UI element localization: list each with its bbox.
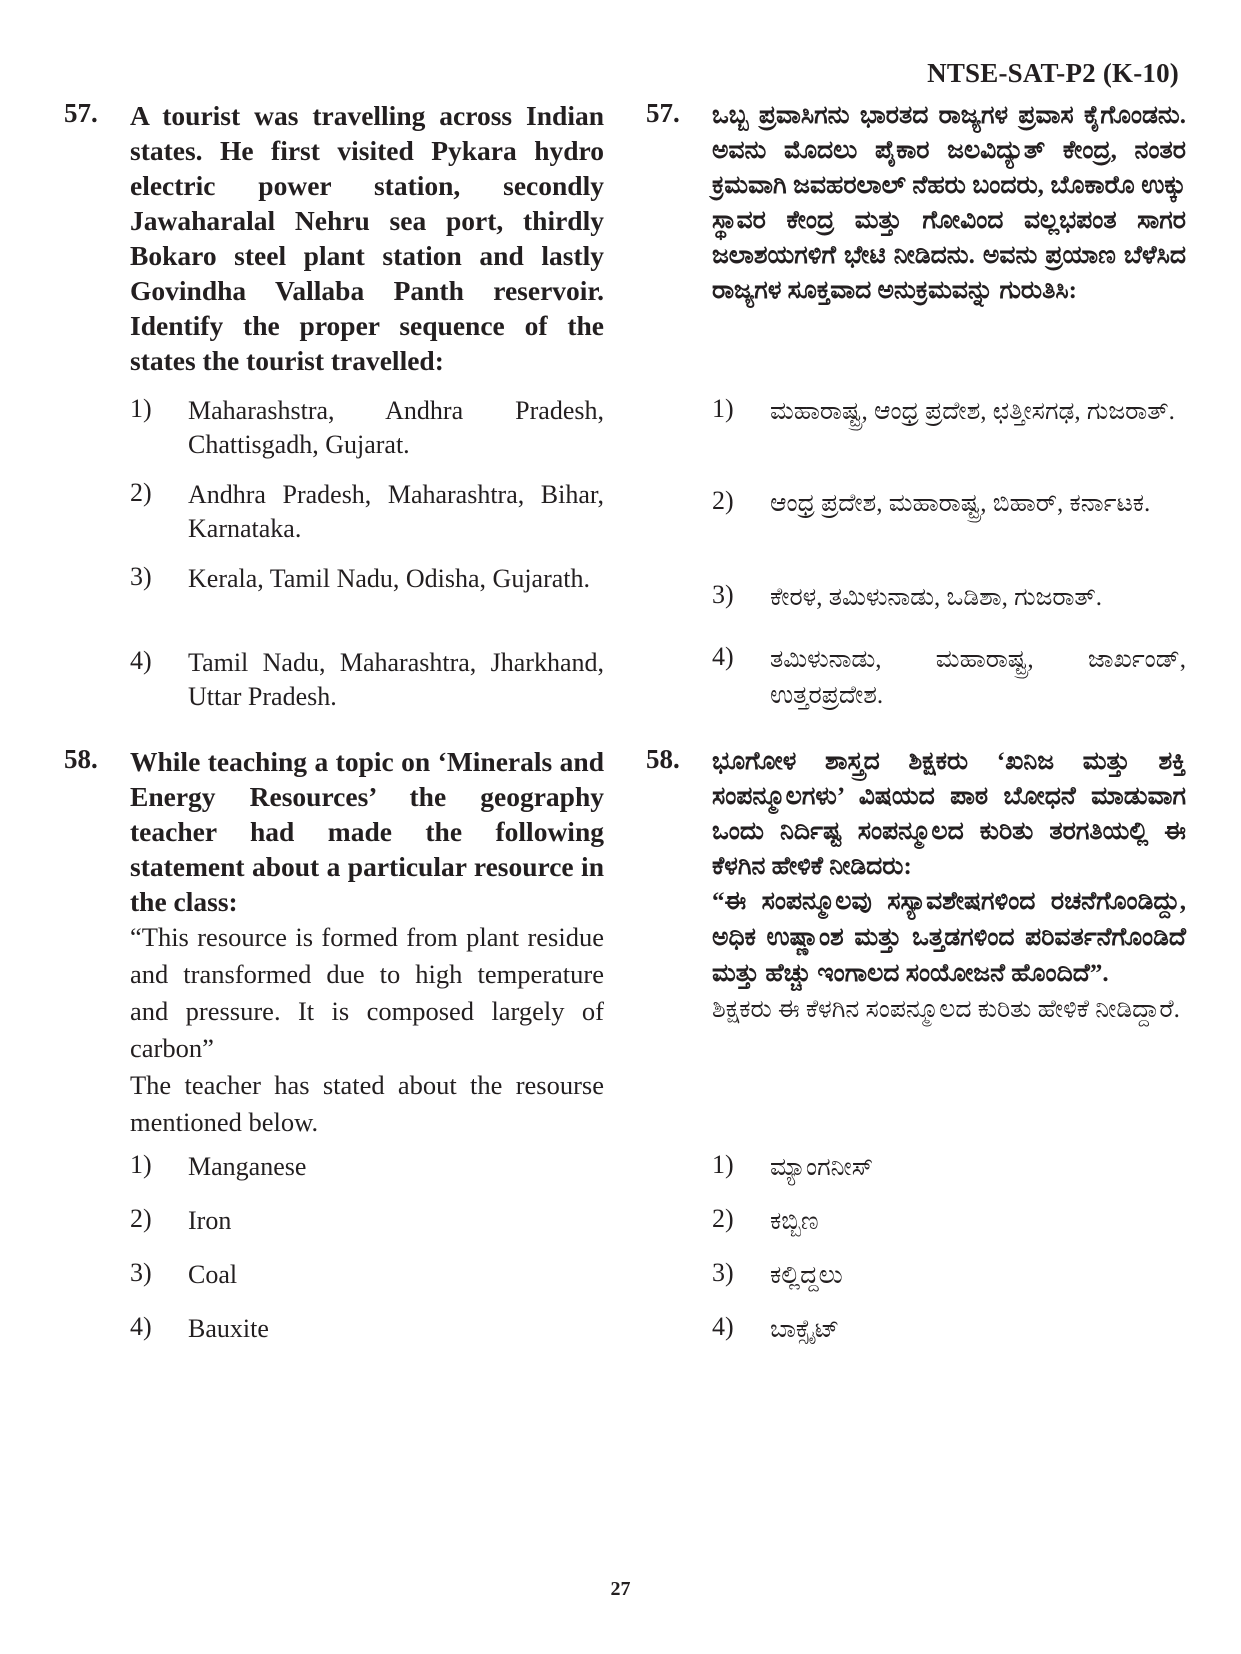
- option-4: [130, 646, 604, 714]
- page-number: 27: [610, 1578, 631, 1600]
- question-text: ಭೂಗೋಳ ಶಾಸ್ತ್ರದ ಶಿಕ್ಷಕರು ‘ಖನಿಜ ಮತ್ತು ಶಕ್ತಿ ಸಂಪನ್ಮೂಲಗಳು’ ವಿಷಯದ ಪಾಠ ಬೋಧನೆ ಮಾಡುವಾಗ ಒಂದು ನಿರ್ದಿಷ್ಟ ಸಂಪನ್ಮೂಲದ ಕುರಿತು ತರಗತಿಯಲ್ಲಿ ಈ ಕೆಳಗಿನ ಹೇಳಿಕೆ ನೀಡಿದರು:: [712, 748, 1186, 880]
- option-text: Tamil Nadu, Maharashtra, Jharkhand, Uttar Pradesh.: [188, 648, 604, 711]
- question-quote: “This resource is formed from plant residue and transformed due to high temperature and pressure. It is composed largely of carbon”: [130, 922, 604, 1063]
- option-text: ಬಾಕ್ಸೈಟ್: [770, 1316, 840, 1343]
- option-4: [712, 642, 1186, 714]
- option-text: Kerala, Tamil Nadu, Odisha, Gujarath.: [188, 564, 591, 593]
- option-number: 1): [130, 394, 152, 423]
- option-number: 1): [712, 1150, 734, 1179]
- option-number: 4): [712, 642, 734, 671]
- option-number: 2): [712, 1204, 734, 1233]
- question-tail: The teacher has stated about the resourse mentioned below.: [130, 1070, 604, 1137]
- question-text: A tourist was travelling across Indian states. He first visited Pykara hydro electric power station, secondly Jawaharalal Nehru sea port, thirdly Bokaro steel plant station and lastly Govindha Vallaba Panth reservoir. Identify the proper sequence of the states the tourist travelled:: [130, 100, 604, 376]
- option-text: ಮ್ಯಾಂಗನೀಸ್: [770, 1154, 874, 1181]
- option-text: Maharashstra, Andhra Pradesh, Chattisgadh, Gujarat.: [188, 396, 604, 459]
- option-text: ಮಹಾರಾಷ್ಟ್ರ, ಆಂಧ್ರ ಪ್ರದೇಶ, ಛತ್ತೀಸಗಢ, ಗುಜರಾತ್.: [770, 398, 1175, 425]
- option-text: Coal: [188, 1260, 238, 1289]
- question-57-english: [64, 98, 604, 378]
- option-text: Iron: [188, 1206, 232, 1235]
- option-number: 3): [712, 1258, 734, 1287]
- question-number: 58.: [64, 744, 98, 774]
- option-text: ಆಂಧ್ರ ಪ್ರದೇಶ, ಮಹಾರಾಷ್ಟ್ರ, ಬಿಹಾರ್, ಕರ್ನಾಟಕ.: [770, 490, 1151, 517]
- option-text: Andhra Pradesh, Maharashtra, Bihar, Karnataka.: [188, 480, 604, 543]
- option-2: [712, 1204, 1186, 1240]
- option-3: [712, 1258, 1186, 1294]
- option-2: [130, 1204, 604, 1238]
- option-text: Manganese: [188, 1152, 307, 1181]
- option-2: [712, 486, 1186, 522]
- question-tail: ಶಿಕ್ಷಕರು ಈ ಕೆಳಗಿನ ಸಂಪನ್ಮೂಲದ ಕುರಿತು ಹೇಳಿಕೆ ನೀಡಿದ್ದಾರೆ.: [712, 996, 1180, 1023]
- option-3: [712, 580, 1186, 616]
- option-text: ಕೇರಳ, ತಮಿಳುನಾಡು, ಒಡಿಶಾ, ಗುಜರಾತ್.: [770, 584, 1103, 611]
- option-number: 3): [130, 562, 152, 591]
- option-3: [130, 1258, 604, 1292]
- option-4: [712, 1312, 1186, 1348]
- option-number: 3): [130, 1258, 152, 1287]
- question-quote: “ಈ ಸಂಪನ್ಮೂಲವು ಸಸ್ಯಾವಶೇಷಗಳಿಂದ ರಚನೆಗೊಂಡಿದ್ದು, ಅಧಿಕ ಉಷ್ಣಾಂಶ ಮತ್ತು ಒತ್ತಡಗಳಿಂದ ಪರಿವರ್ತನೆಗೊಂಡಿದೆ ಮತ್ತು ಹೆಚ್ಚು ಇಂಗಾಲದ ಸಂಯೋಜನೆ ಹೊಂದಿದೆ”.: [712, 888, 1186, 987]
- option-text: Bauxite: [188, 1314, 269, 1343]
- option-number: 3): [712, 580, 734, 609]
- option-1: [712, 1150, 1186, 1186]
- option-number: 4): [712, 1312, 734, 1341]
- option-number: 1): [130, 1150, 152, 1179]
- option-number: 4): [130, 646, 152, 675]
- option-text: ತಮಿಳುನಾಡು, ಮಹಾರಾಷ್ಟ್ರ, ಜಾರ್ಖಂಡ್, ಉತ್ತರಪ್ರದೇಶ.: [770, 646, 1186, 709]
- option-number: 2): [130, 1204, 152, 1233]
- option-text: ಕಬ್ಬಿಣ: [770, 1208, 819, 1235]
- option-number: 2): [130, 478, 152, 507]
- option-number: 4): [130, 1312, 152, 1341]
- question-number: 58.: [646, 744, 680, 774]
- question-text: ಒಬ್ಬ ಪ್ರವಾಸಿಗನು ಭಾರತದ ರಾಜ್ಯಗಳ ಪ್ರವಾಸ ಕೈಗೊಂಡನು. ಅವನು ಮೊದಲು ಪೈಕಾರ ಜಲವಿದ್ಯುತ್ ಕೇಂದ್ರ, ನಂತರ ಕ್ರಮವಾಗಿ ಜವಹರಲಾಲ್ ನೆಹರು ಬಂದರು, ಬೊಕಾರೊ ಉಕ್ಕು ಸ್ಥಾವರ ಕೇಂದ್ರ ಮತ್ತು ಗೋವಿಂದ ವಲ್ಲಭಪಂತ ಸಾಗರ ಜಲಾಶಯಗಳಿಗೆ ಭೇಟಿ ನೀಡಿದನು. ಅವನು ಪ್ರಯಾಣ ಬೆಳೆಸಿದ ರಾಜ್ಯಗಳ ಸೂಕ್ತವಾದ ಅನುಕ್ರಮವನ್ನು ಗುರುತಿಸಿ:: [712, 102, 1186, 304]
- option-number: 1): [712, 394, 734, 423]
- option-1: [130, 1150, 604, 1184]
- question-58-english: [64, 744, 604, 1141]
- question-number: 57.: [646, 98, 680, 128]
- option-text: ಕಲ್ಲಿದ್ದಲು: [770, 1262, 843, 1289]
- option-number: 2): [712, 486, 734, 515]
- question-57-kannada: [646, 98, 1186, 308]
- paper-code-header: NTSE-SAT-P2 (K-10): [927, 58, 1179, 88]
- option-2: [130, 478, 604, 546]
- question-58-kannada: [646, 744, 1186, 1028]
- option-1: [130, 394, 604, 462]
- option-4: [130, 1312, 604, 1346]
- option-3: [130, 562, 604, 596]
- question-text: While teaching a topic on ‘Minerals and Energy Resources’ the geography teacher had made the following statement about a particular resource in the class:: [130, 746, 604, 917]
- option-1: [712, 394, 1186, 430]
- question-number: 57.: [64, 98, 98, 128]
